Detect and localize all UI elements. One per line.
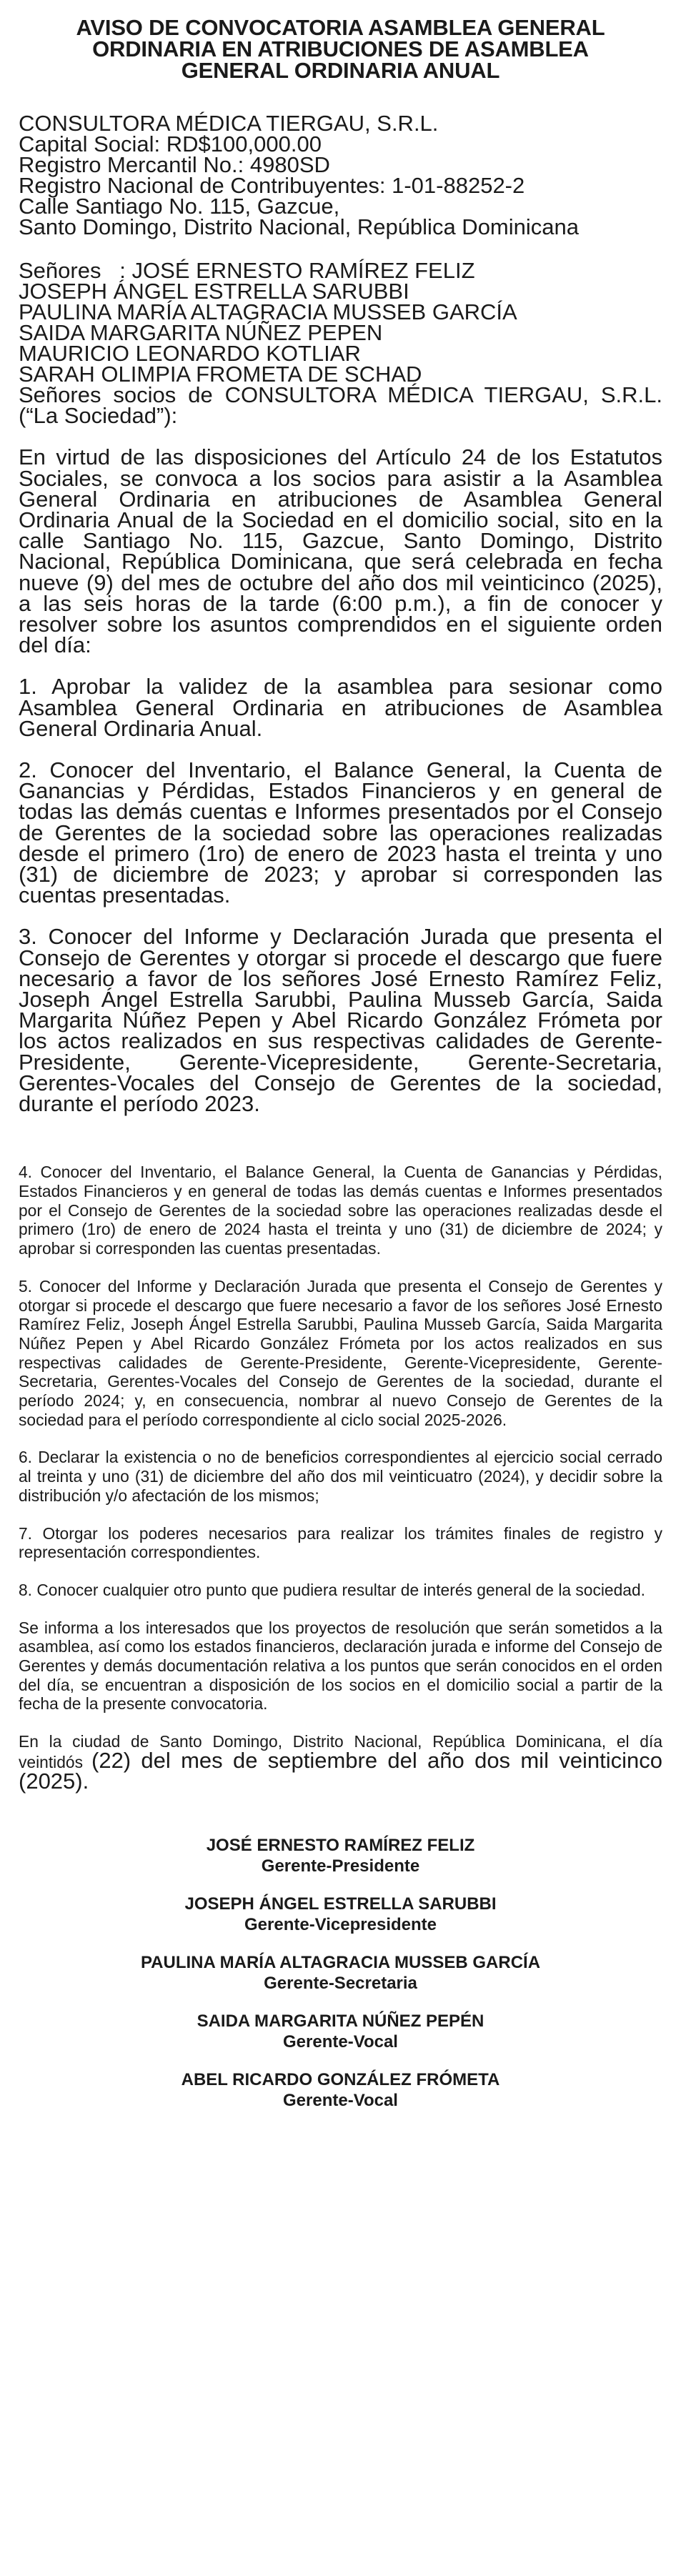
signatory xyxy=(19,1894,662,1935)
title-line-2: ORDINARIA EN ATRIBUCIONES DE ASAMBLEA xyxy=(92,36,589,61)
company-info xyxy=(19,113,662,237)
agenda-item-5: 5. Conocer del Informe y Declaración Jurada que presenta el Consejo de Gerentes y otorgar si procede el descargo que fuere necesario a favor de los señores José Ernesto Ramírez Feliz, Joseph Ángel Estrella Sarubbi, Paulina Musseb García, Saida Margarita Núñez Pepen y Abel Ricardo González Frómeta por los actos realizados en sus respectivas calidades de Gerente-Presidente, Gerente-Vicepresidente, Gerente-Secretaria, Gerentes-Vocales del Consejo de Gerentes de la sociedad, durante el período 2024; y, en consecuencia, nombrar al nuevo Consejo de Gerentes de la sociedad para el período correspondiente al ciclo social 2025-2026. xyxy=(19,1276,662,1429)
signatory-name: SAIDA MARGARITA NÚÑEZ PEPÉN xyxy=(197,2011,484,2032)
agenda-item-1: 1. Aprobar la validez de la asamblea para sesionar como Asamblea General Ordinaria en atribuciones de Asamblea General Ordinaria Anual. xyxy=(19,674,662,741)
notice-title xyxy=(19,17,662,81)
company-address-2: Santo Domingo, Distrito Nacional, República Dominicana xyxy=(19,214,579,239)
greeting: Señores socios de CONSULTORA MÉDICA TIERGAU, S.R.L. (“La Sociedad”): xyxy=(19,382,662,429)
company-capital: Capital Social: RD$100,000.00 xyxy=(19,131,322,156)
company-name: CONSULTORA MÉDICA TIERGAU, S.R.L. xyxy=(19,111,439,136)
company-rnc: Registro Nacional de Contribuyentes: 1-01-88252-2 xyxy=(19,173,525,198)
agenda-item-6: 6. Declarar la existencia o no de beneficios correspondientes al ejercicio social cerrado al treinta y uno (31) de diciembre del año dos mil veinticuatro (2024), y decidir sobre la distribución y/o afectación de los mismos; xyxy=(19,1448,662,1505)
title-line-1: AVISO DE CONVOCATORIA ASAMBLEA GENERAL xyxy=(76,15,605,40)
signatory-role: Gerente-Vocal xyxy=(283,2091,398,2111)
signatures xyxy=(19,1835,662,2111)
intro-paragraph: En virtud de las disposiciones del Artículo 24 de los Estatutos Sociales, se convoca a los socios para asistir a la Asamblea General Ordinaria en atribuciones de Asamblea General Ordinaria Anual de la Sociedad en el domicilio social, sito en la calle Santiago No. 115, Gazcue, Santo Domingo, Distrito Nacional, República Dominicana, que será celebrada en fecha nueve (9) del mes de octubre del año dos mil veinticinco (2025), a las seis horas de la tarde (6:00 p.m.), a fin de conocer y resolver sobre los asuntos comprendidos en el siguiente orden del día: xyxy=(19,444,662,658)
closing-part-2: (22) del mes de septiembre del año dos mil veinticinco (2025). xyxy=(19,1747,662,1794)
signatory-role: Gerente-Secretaria xyxy=(264,1974,417,1994)
signatory-role: Gerente-Vicepresidente xyxy=(244,1915,437,1935)
signatory xyxy=(19,1952,662,1994)
signatory xyxy=(19,2011,662,2052)
closing-paragraph xyxy=(19,1732,662,1792)
agenda-item-2: 2. Conocer del Inventario, el Balance General, la Cuenta de Ganancias y Pérdidas, Estados Financieros y en general de todas las demás cuentas e Informes presentados por el Consejo de Gerentes de la sociedad sobre las operaciones realizadas desde el primero (1ro) de enero de 2023 hasta el treinta y uno (31) de diciembre de 2023; y aprobar si corresponden las cuentas presentadas. xyxy=(19,757,662,908)
signatory-name: JOSÉ ERNESTO RAMÍREZ FELIZ xyxy=(206,1836,475,1856)
addressee-line-3: PAULINA MARÍA ALTAGRACIA MUSSEB GARCÍA xyxy=(19,299,517,324)
notice-paragraph: Se informa a los interesados que los proyectos de resolución que serán sometidos a la asamblea, así como los estados financieros, declaración jurada e informe del Consejo de Gerentes y demás documentación relativa a los puntos que serán conocidos en el orden del día, se encuentran a disposición de los socios en el domicilio social a partir de la fecha de la presente convocatoria. xyxy=(19,1618,662,1714)
signatory xyxy=(19,2069,662,2111)
addressees xyxy=(19,258,662,387)
signatory-name: PAULINA MARÍA ALTAGRACIA MUSSEB GARCÍA xyxy=(140,1953,541,1973)
addressee-line-1: Señores : JOSÉ ERNESTO RAMÍREZ FELIZ xyxy=(19,258,475,283)
title-line-3: GENERAL ORDINARIA ANUAL xyxy=(181,58,500,83)
signatory-name: ABEL RICARDO GONZÁLEZ FRÓMETA xyxy=(181,2070,500,2090)
signatory xyxy=(19,1835,662,1876)
agenda-item-3: 3. Conocer del Informe y Declaración Jurada que presenta el Consejo de Gerentes y otorgar si procede el descargo que fuere necesario a favor de los señores José Ernesto Ramírez Feliz, Joseph Ángel Estrella Sarubbi, Paulina Musseb García, Saida Margarita Núñez Pepen y Abel Ricardo González Frómeta por los actos realizados en sus respectivas calidades de Gerente-Presidente, Gerente-Vicepresidente, Gerente-Secretaria, Gerentes-Vocales del Consejo de Gerentes de la sociedad, durante el período 2023. xyxy=(19,924,662,1117)
agenda-item-7: 7. Otorgar los poderes necesarios para realizar los trámites finales de registro y representación correspondientes. xyxy=(19,1523,662,1562)
agenda-item-8: 8. Conocer cualquier otro punto que pudiera resultar de interés general de la sociedad. xyxy=(19,1580,645,1599)
addressee-line-6: SARAH OLIMPIA FROMETA DE SCHAD xyxy=(19,362,422,387)
closing-part-1: En la ciudad de Santo Domingo, Distrito Nacional, República Dominicana, el día veintidós xyxy=(19,1732,662,1771)
agenda-item-4: 4. Conocer del Inventario, el Balance General, la Cuenta de Ganancias y Pérdidas, Estados Financieros y en general de todas las demás cuentas e Informes presentados por el Consejo de Gerentes de la sociedad sobre las operaciones realizadas desde el primero (1ro) de enero de 2024 hasta el treinta y uno (31) de diciembre de 2024; y aprobar si corresponden las cuentas presentadas. xyxy=(19,1163,662,1258)
company-registro-mercantil: Registro Mercantil No.: 4980SD xyxy=(19,152,330,177)
addressee-line-2: JOSEPH ÁNGEL ESTRELLA SARUBBI xyxy=(19,279,409,304)
signatory-name: JOSEPH ÁNGEL ESTRELLA SARUBBI xyxy=(184,1894,497,1914)
signatory-role: Gerente-Presidente xyxy=(261,1856,420,1876)
addressee-line-4: SAIDA MARGARITA NÚÑEZ PEPEN xyxy=(19,320,383,345)
addressee-line-5: MAURICIO LEONARDO KOTLIAR xyxy=(19,341,361,366)
signatory-role: Gerente-Vocal xyxy=(283,2032,398,2052)
company-address-1: Calle Santiago No. 115, Gazcue, xyxy=(19,194,340,219)
